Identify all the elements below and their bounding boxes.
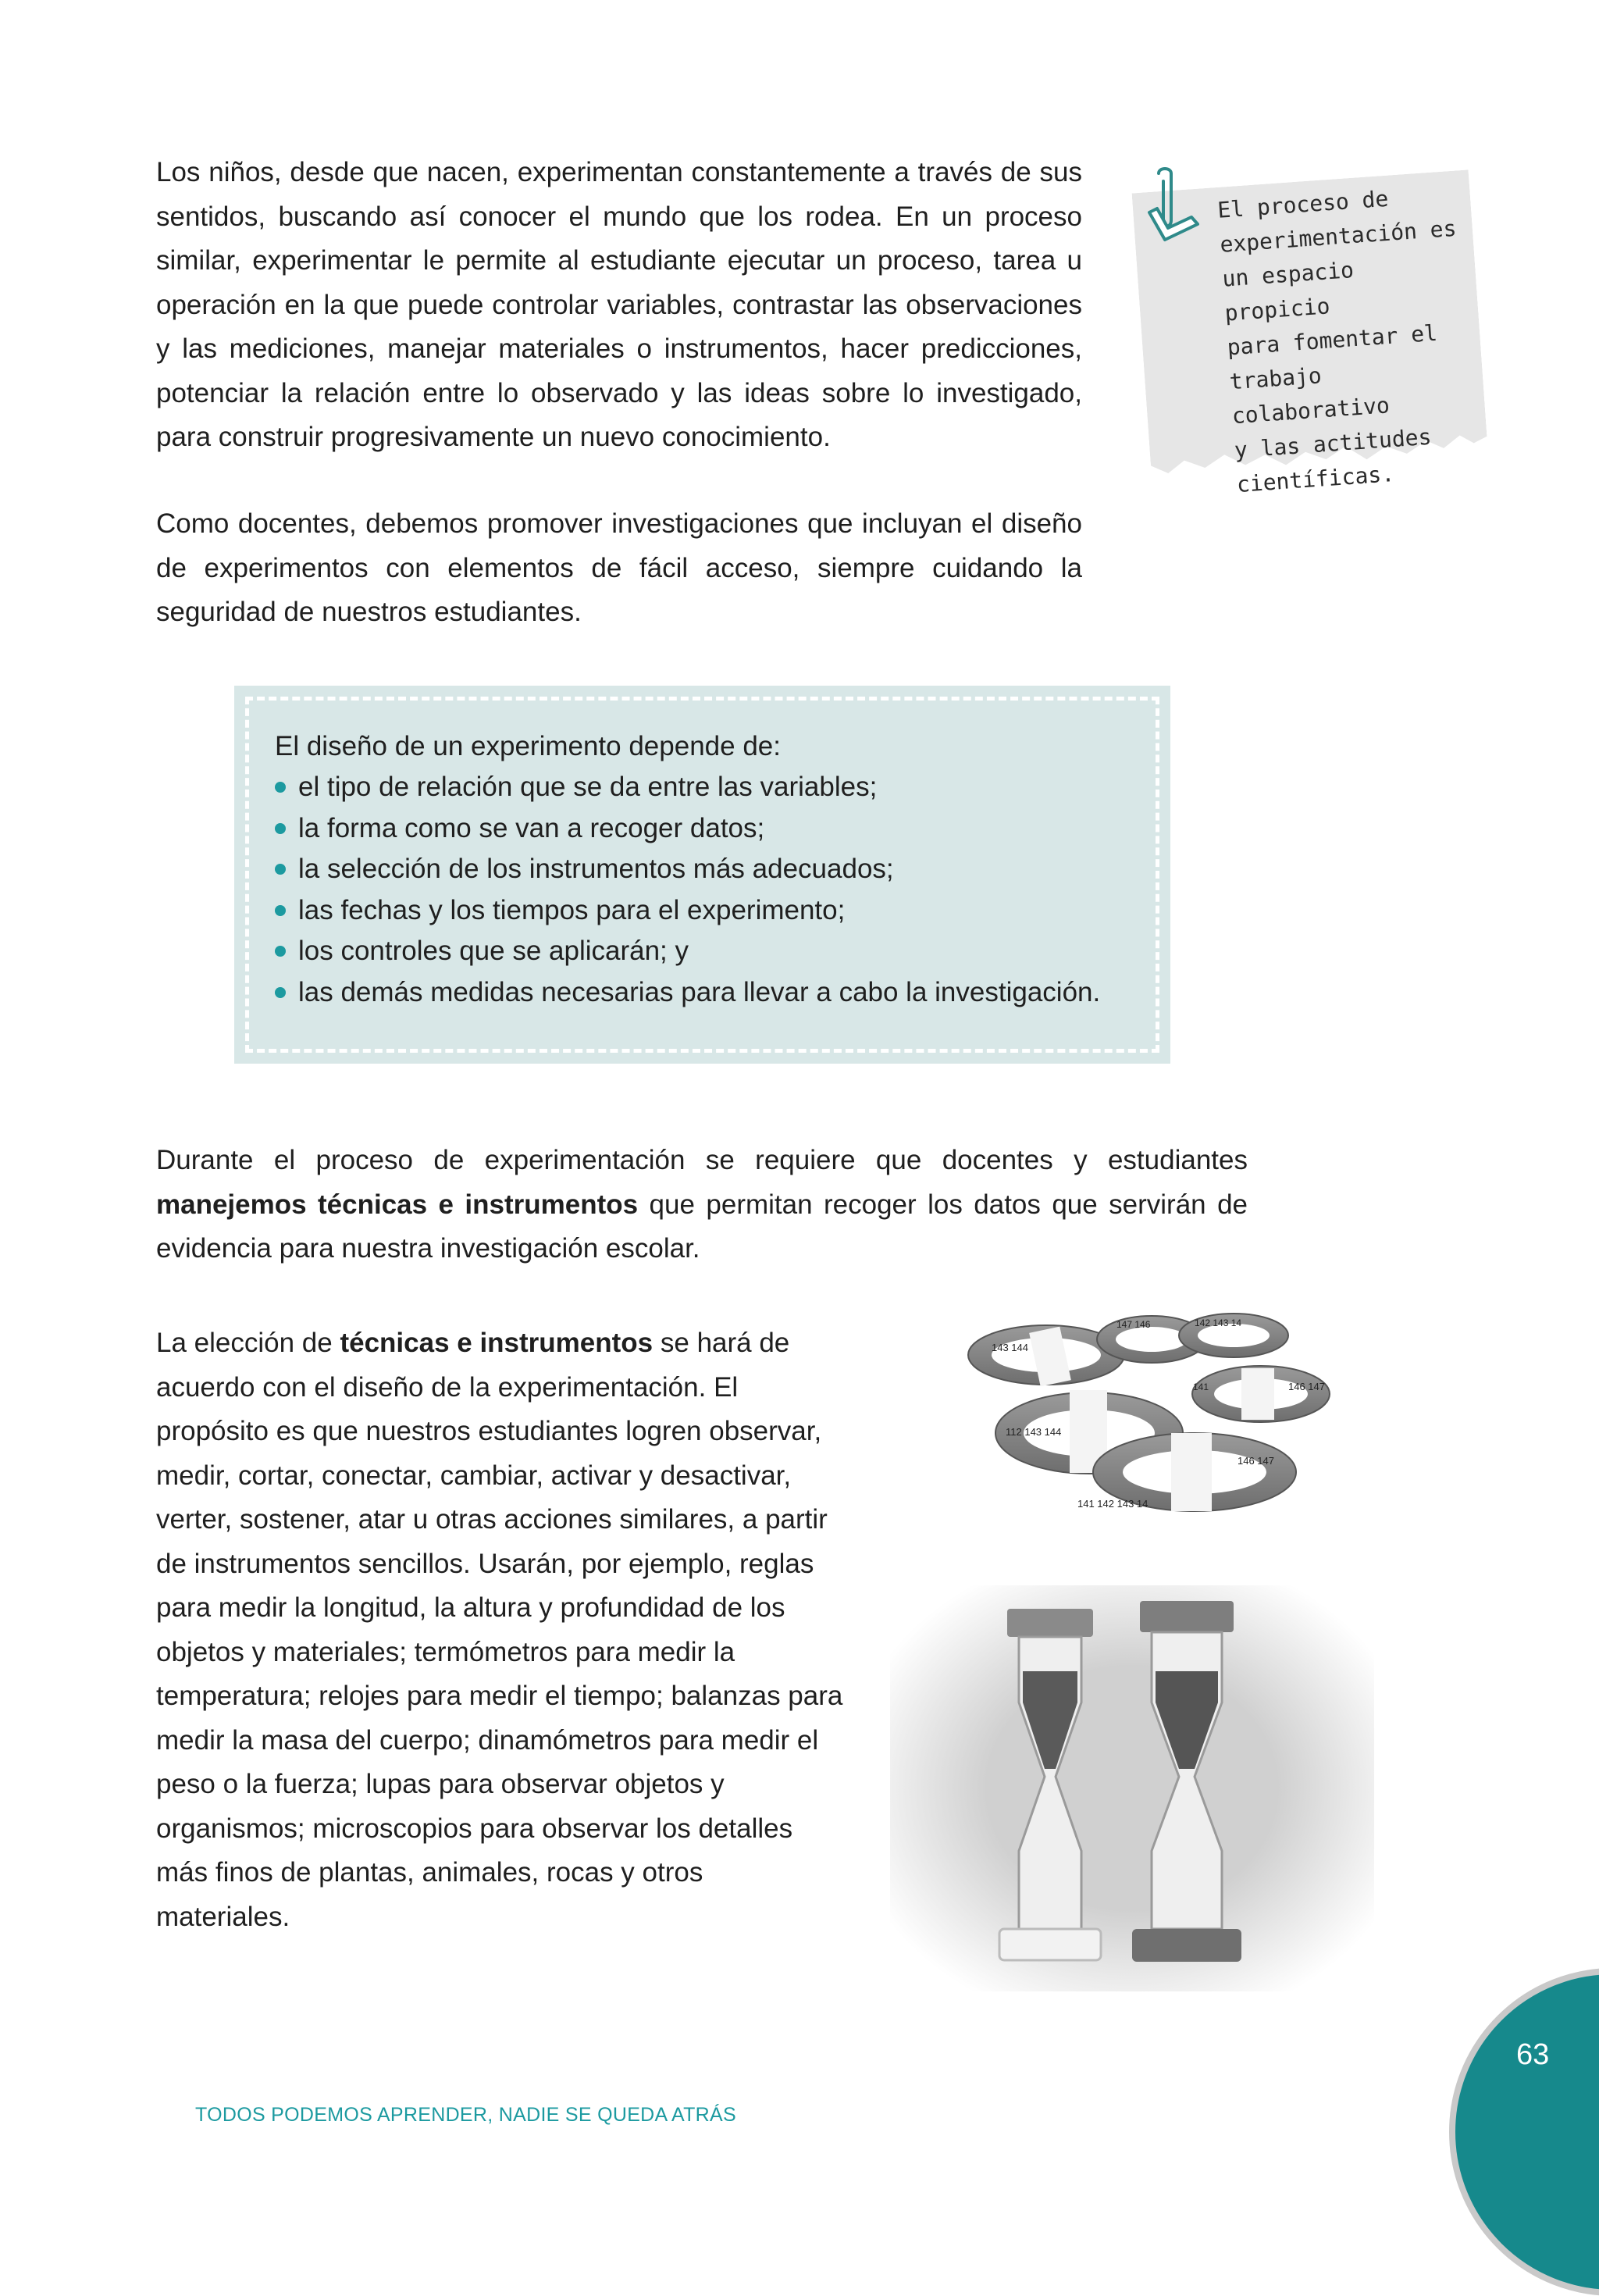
tape-measures-photo [960,1296,1335,1531]
intro-paragraph: Los niños, desde que nacen, experimentan constantemente a través de sus sentidos, buscando así conocer el mundo que los rodea. En un proceso similar, experimentar le permite al estudiante ejecutar un proceso, tarea u operación en la que puede controlar variables, contrastar las observaciones y las mediciones, manejar materiales o instrumentos, hacer predicciones, potenciar la relación entre lo observado y las ideas sobre lo investigado, para construir progresivamente un nuevo conocimiento. [156,157,1082,452]
list-item: la forma como se van a recoger datos; [275,808,1100,850]
page-number: 63 [1516,2038,1550,2071]
list-item: los controles que se aplicarán; y [275,931,1100,972]
bullet-icon [275,987,286,998]
bullet-icon [275,782,286,793]
svg-text:147 146: 147 146 [1116,1319,1151,1330]
bullet-icon [275,905,286,916]
svg-text:141: 141 [1193,1382,1209,1392]
process-paragraph: Durante el proceso de experimentación se requiere que docentes y estudiantes manejemos técnicas e instrumentos que permitan recoger los datos que servirán de evidencia para nuestra investigación escolar. [156,1145,1248,1264]
note-line: y las actitudes [1233,423,1433,464]
footer-text: TODOS PODEMOS APRENDER, NADIE SE QUEDA ATRÁS [195,2104,736,2126]
svg-text:146 147: 146 147 [1238,1455,1274,1467]
info-box-title: El diseño de un experimento depende de: [275,731,781,761]
note-line: para fomentar el [1226,319,1438,361]
list-item: las demás medidas necesarias para llevar a cabo la investigación. [275,972,1100,1014]
list-item: las fechas y los tiempos para el experimento; [275,890,1100,932]
tape-roll [1192,1366,1330,1422]
choice-paragraph: La elección de técnicas e instrumentos se hará de acuerdo con el diseño de la experimentación. El propósito es que nuestros estudiantes logren observar, medir, cortar, conectar, cambiar, activar y desactivar, verter, sostener, atar u otras acciones similares, a partir de instrumentos sencillos. Usarán, por ejemplo, reglas para medir la longitud, la altura y profundidad de los objetos y materiales; termómetros para medir la temperatura; relojes para medir el tiempo; balanzas para medir la masa del cuerpo; dinamómetros para medir el peso o la fuerza; lupas para observar objetos y organismos; microscopios para observar los detalles más finos de plantas, animales, rocas y otros materiales. [156,1328,843,1932]
note-line: trabajo colaborativo [1228,362,1391,430]
bold-term: técnicas e instrumentos [340,1328,653,1358]
svg-text:142 143 14: 142 143 14 [1195,1317,1242,1328]
list-item: el tipo de relación que se da entre las variables; [275,767,1100,808]
bullet-icon [275,823,286,834]
svg-text:141 142 143 14: 141 142 143 14 [1077,1498,1149,1510]
bullet-icon [275,946,286,957]
teachers-paragraph: Como docentes, debemos promover investigaciones que incluyan el diseño de experimentos con elementos de fácil acceso, siempre cuidando la seguridad de nuestros estudiantes. [156,508,1082,627]
info-box-list [275,767,1100,1014]
note-line: experimentación es [1219,215,1458,258]
hourglass-photo [890,1585,1374,1991]
bold-term: manejemos técnicas e instrumentos [156,1189,639,1220]
note-line: científicas. [1235,461,1396,498]
svg-text:143 144: 143 144 [992,1342,1028,1353]
svg-text:112 143 144: 112 143 144 [1006,1426,1062,1438]
list-item: la selección de los instrumentos más adecuados; [275,849,1100,890]
page-corner-tab [1449,1968,1599,2296]
note-text [1216,176,1487,502]
tape-roll [1179,1314,1288,1357]
paperclip-icon [1141,166,1204,275]
note-line: un espacio propicio [1221,257,1355,326]
bullet-icon [275,864,286,875]
note-line: El proceso de [1216,185,1390,223]
svg-text:146 147: 146 147 [1288,1381,1325,1392]
